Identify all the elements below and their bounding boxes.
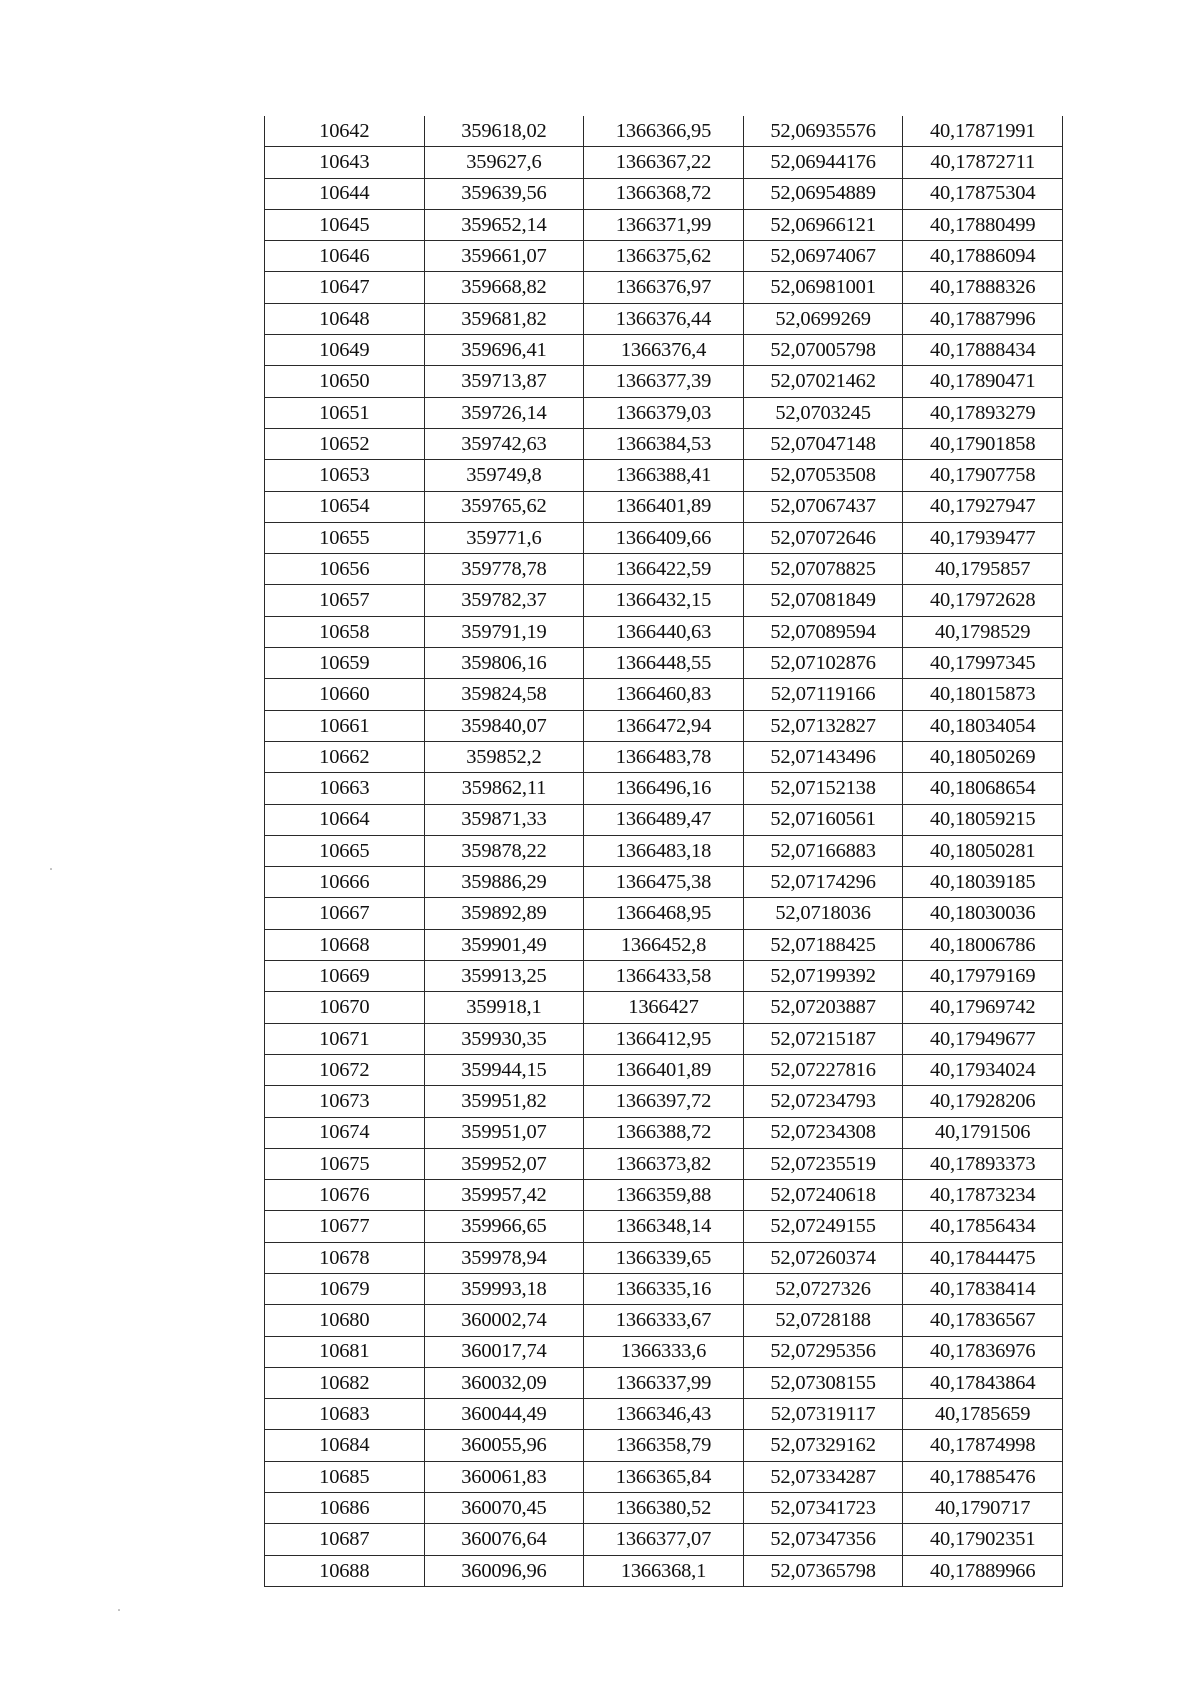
point-number-cell: 10685 [265,1461,425,1492]
point-number-cell: 10655 [265,522,425,553]
y-coordinate-cell: 1366380,52 [584,1493,744,1524]
table-row [265,1117,1063,1148]
point-number-cell: 10656 [265,554,425,585]
longitude-cell: 40,18059215 [903,804,1063,835]
longitude-cell: 40,17934024 [903,1054,1063,1085]
coordinates-table [264,116,1063,1587]
point-number-cell: 10666 [265,867,425,898]
point-number-cell: 10665 [265,835,425,866]
table-row [265,679,1063,710]
point-number-cell: 10684 [265,1430,425,1461]
point-number-cell: 10657 [265,585,425,616]
table-row [265,1242,1063,1273]
longitude-cell: 40,17871991 [903,116,1063,147]
table-row [265,1430,1063,1461]
x-coordinate-cell: 360017,74 [424,1336,584,1367]
table-row [265,1555,1063,1586]
point-number-cell: 10647 [265,272,425,303]
longitude-cell: 40,1791506 [903,1117,1063,1148]
x-coordinate-cell: 359918,1 [424,992,584,1023]
point-number-cell: 10679 [265,1273,425,1304]
longitude-cell: 40,1798529 [903,616,1063,647]
y-coordinate-cell: 1366377,07 [584,1524,744,1555]
latitude-cell: 52,06954889 [743,178,903,209]
latitude-cell: 52,0703245 [743,397,903,428]
table-row [265,428,1063,459]
x-coordinate-cell: 359871,33 [424,804,584,835]
y-coordinate-cell: 1366422,59 [584,554,744,585]
point-number-cell: 10654 [265,491,425,522]
x-coordinate-cell: 359957,42 [424,1180,584,1211]
x-coordinate-cell: 359993,18 [424,1273,584,1304]
point-number-cell: 10674 [265,1117,425,1148]
x-coordinate-cell: 360070,45 [424,1493,584,1524]
point-number-cell: 10649 [265,335,425,366]
y-coordinate-cell: 1366384,53 [584,428,744,459]
y-coordinate-cell: 1366427 [584,992,744,1023]
longitude-cell: 40,17844475 [903,1242,1063,1273]
latitude-cell: 52,06974067 [743,241,903,272]
x-coordinate-cell: 359726,14 [424,397,584,428]
table-row [265,804,1063,835]
longitude-cell: 40,17885476 [903,1461,1063,1492]
x-coordinate-cell: 359901,49 [424,929,584,960]
point-number-cell: 10677 [265,1211,425,1242]
point-number-cell: 10681 [265,1336,425,1367]
y-coordinate-cell: 1366489,47 [584,804,744,835]
latitude-cell: 52,06981001 [743,272,903,303]
point-number-cell: 10661 [265,710,425,741]
latitude-cell: 52,07249155 [743,1211,903,1242]
point-number-cell: 10644 [265,178,425,209]
x-coordinate-cell: 359778,78 [424,554,584,585]
longitude-cell: 40,18015873 [903,679,1063,710]
y-coordinate-cell: 1366333,67 [584,1305,744,1336]
latitude-cell: 52,07152138 [743,773,903,804]
x-coordinate-cell: 360096,96 [424,1555,584,1586]
latitude-cell: 52,07240618 [743,1180,903,1211]
latitude-cell: 52,07119166 [743,679,903,710]
point-number-cell: 10664 [265,804,425,835]
y-coordinate-cell: 1366409,66 [584,522,744,553]
latitude-cell: 52,07089594 [743,616,903,647]
point-number-cell: 10643 [265,147,425,178]
point-number-cell: 10675 [265,1148,425,1179]
x-coordinate-cell: 359951,82 [424,1086,584,1117]
x-coordinate-cell: 360002,74 [424,1305,584,1336]
x-coordinate-cell: 360032,09 [424,1367,584,1398]
table-row [265,741,1063,772]
y-coordinate-cell: 1366335,16 [584,1273,744,1304]
latitude-cell: 52,06966121 [743,209,903,240]
table-row [265,1399,1063,1430]
y-coordinate-cell: 1366346,43 [584,1399,744,1430]
point-number-cell: 10659 [265,648,425,679]
table-row [265,1461,1063,1492]
y-coordinate-cell: 1366379,03 [584,397,744,428]
point-number-cell: 10687 [265,1524,425,1555]
x-coordinate-cell: 359862,11 [424,773,584,804]
x-coordinate-cell: 359944,15 [424,1054,584,1085]
longitude-cell: 40,17890471 [903,366,1063,397]
y-coordinate-cell: 1366376,97 [584,272,744,303]
table-row [265,1054,1063,1085]
y-coordinate-cell: 1366368,1 [584,1555,744,1586]
latitude-cell: 52,07102876 [743,648,903,679]
y-coordinate-cell: 1366358,79 [584,1430,744,1461]
longitude-cell: 40,18050269 [903,741,1063,772]
longitude-cell: 40,18039185 [903,867,1063,898]
point-number-cell: 10683 [265,1399,425,1430]
table-row [265,710,1063,741]
latitude-cell: 52,07234793 [743,1086,903,1117]
table-row [265,992,1063,1023]
x-coordinate-cell: 359978,94 [424,1242,584,1273]
table-row [265,1180,1063,1211]
x-coordinate-cell: 359771,6 [424,522,584,553]
point-number-cell: 10667 [265,898,425,929]
longitude-cell: 40,17939477 [903,522,1063,553]
latitude-cell: 52,06944176 [743,147,903,178]
latitude-cell: 52,07053508 [743,460,903,491]
y-coordinate-cell: 1366388,41 [584,460,744,491]
x-coordinate-cell: 359806,16 [424,648,584,679]
x-coordinate-cell: 359639,56 [424,178,584,209]
y-coordinate-cell: 1366412,95 [584,1023,744,1054]
latitude-cell: 52,0728188 [743,1305,903,1336]
point-number-cell: 10646 [265,241,425,272]
y-coordinate-cell: 1366472,94 [584,710,744,741]
longitude-cell: 40,17997345 [903,648,1063,679]
latitude-cell: 52,07132827 [743,710,903,741]
x-coordinate-cell: 359742,63 [424,428,584,459]
table-row [265,1336,1063,1367]
table-row [265,178,1063,209]
point-number-cell: 10688 [265,1555,425,1586]
latitude-cell: 52,07215187 [743,1023,903,1054]
x-coordinate-cell: 359661,07 [424,241,584,272]
point-number-cell: 10678 [265,1242,425,1273]
latitude-cell: 52,0699269 [743,303,903,334]
latitude-cell: 52,07365798 [743,1555,903,1586]
latitude-cell: 52,07235519 [743,1148,903,1179]
x-coordinate-cell: 359782,37 [424,585,584,616]
latitude-cell: 52,07143496 [743,741,903,772]
x-coordinate-cell: 359765,62 [424,491,584,522]
longitude-cell: 40,17928206 [903,1086,1063,1117]
table-row [265,835,1063,866]
x-coordinate-cell: 359892,89 [424,898,584,929]
longitude-cell: 40,17889966 [903,1555,1063,1586]
table-row [265,1367,1063,1398]
y-coordinate-cell: 1366377,39 [584,366,744,397]
y-coordinate-cell: 1366475,38 [584,867,744,898]
x-coordinate-cell: 359652,14 [424,209,584,240]
table-row [265,241,1063,272]
longitude-cell: 40,17843864 [903,1367,1063,1398]
y-coordinate-cell: 1366452,8 [584,929,744,960]
y-coordinate-cell: 1366432,15 [584,585,744,616]
table-row [265,1493,1063,1524]
table-row [265,209,1063,240]
table-row [265,491,1063,522]
table-row [265,522,1063,553]
table-row [265,460,1063,491]
longitude-cell: 40,17886094 [903,241,1063,272]
y-coordinate-cell: 1366388,72 [584,1117,744,1148]
longitude-cell: 40,17875304 [903,178,1063,209]
x-coordinate-cell: 359713,87 [424,366,584,397]
y-coordinate-cell: 1366333,6 [584,1336,744,1367]
y-coordinate-cell: 1366468,95 [584,898,744,929]
y-coordinate-cell: 1366366,95 [584,116,744,147]
table-row [265,773,1063,804]
point-number-cell: 10663 [265,773,425,804]
x-coordinate-cell: 359824,58 [424,679,584,710]
latitude-cell: 52,0718036 [743,898,903,929]
longitude-cell: 40,17872711 [903,147,1063,178]
table-row [265,648,1063,679]
y-coordinate-cell: 1366401,89 [584,1054,744,1085]
table-row [265,116,1063,147]
x-coordinate-cell: 359951,07 [424,1117,584,1148]
x-coordinate-cell: 359952,07 [424,1148,584,1179]
latitude-cell: 52,07188425 [743,929,903,960]
x-coordinate-cell: 359913,25 [424,961,584,992]
longitude-cell: 40,17888326 [903,272,1063,303]
y-coordinate-cell: 1366376,4 [584,335,744,366]
latitude-cell: 52,07319117 [743,1399,903,1430]
longitude-cell: 40,17888434 [903,335,1063,366]
longitude-cell: 40,17874998 [903,1430,1063,1461]
y-coordinate-cell: 1366483,18 [584,835,744,866]
longitude-cell: 40,18006786 [903,929,1063,960]
point-number-cell: 10650 [265,366,425,397]
point-number-cell: 10652 [265,428,425,459]
latitude-cell: 52,07005798 [743,335,903,366]
longitude-cell: 40,17836976 [903,1336,1063,1367]
y-coordinate-cell: 1366339,65 [584,1242,744,1273]
table-row [265,366,1063,397]
point-number-cell: 10645 [265,209,425,240]
latitude-cell: 52,07199392 [743,961,903,992]
x-coordinate-cell: 359696,41 [424,335,584,366]
x-coordinate-cell: 360076,64 [424,1524,584,1555]
table-row [265,929,1063,960]
point-number-cell: 10686 [265,1493,425,1524]
point-number-cell: 10672 [265,1054,425,1085]
latitude-cell: 52,06935576 [743,116,903,147]
latitude-cell: 52,07166883 [743,835,903,866]
table-row [265,397,1063,428]
x-coordinate-cell: 359966,65 [424,1211,584,1242]
table-row [265,335,1063,366]
latitude-cell: 52,07067437 [743,491,903,522]
longitude-cell: 40,1790717 [903,1493,1063,1524]
longitude-cell: 40,17907758 [903,460,1063,491]
latitude-cell: 52,0727326 [743,1273,903,1304]
table-row [265,303,1063,334]
y-coordinate-cell: 1366365,84 [584,1461,744,1492]
table-row [265,867,1063,898]
longitude-cell: 40,1795857 [903,554,1063,585]
latitude-cell: 52,07260374 [743,1242,903,1273]
longitude-cell: 40,18030036 [903,898,1063,929]
x-coordinate-cell: 359627,6 [424,147,584,178]
longitude-cell: 40,17927947 [903,491,1063,522]
longitude-cell: 40,17880499 [903,209,1063,240]
y-coordinate-cell: 1366448,55 [584,648,744,679]
longitude-cell: 40,17836567 [903,1305,1063,1336]
latitude-cell: 52,07334287 [743,1461,903,1492]
table-row [265,147,1063,178]
longitude-cell: 40,17887996 [903,303,1063,334]
point-number-cell: 10653 [265,460,425,491]
latitude-cell: 52,07329162 [743,1430,903,1461]
latitude-cell: 52,07308155 [743,1367,903,1398]
table-row [265,961,1063,992]
y-coordinate-cell: 1366440,63 [584,616,744,647]
x-coordinate-cell: 359930,35 [424,1023,584,1054]
x-coordinate-cell: 359886,29 [424,867,584,898]
point-number-cell: 10680 [265,1305,425,1336]
scan-speck [50,868,52,870]
table-row [265,616,1063,647]
y-coordinate-cell: 1366397,72 [584,1086,744,1117]
y-coordinate-cell: 1366348,14 [584,1211,744,1242]
y-coordinate-cell: 1366375,62 [584,241,744,272]
y-coordinate-cell: 1366483,78 [584,741,744,772]
y-coordinate-cell: 1366376,44 [584,303,744,334]
x-coordinate-cell: 359749,8 [424,460,584,491]
latitude-cell: 52,07341723 [743,1493,903,1524]
x-coordinate-cell: 359878,22 [424,835,584,866]
latitude-cell: 52,07295356 [743,1336,903,1367]
longitude-cell: 40,17838414 [903,1273,1063,1304]
y-coordinate-cell: 1366371,99 [584,209,744,240]
x-coordinate-cell: 359840,07 [424,710,584,741]
table-row [265,1524,1063,1555]
longitude-cell: 40,17893279 [903,397,1063,428]
x-coordinate-cell: 359852,2 [424,741,584,772]
point-number-cell: 10673 [265,1086,425,1117]
longitude-cell: 40,17893373 [903,1148,1063,1179]
y-coordinate-cell: 1366460,83 [584,679,744,710]
y-coordinate-cell: 1366373,82 [584,1148,744,1179]
table-row [265,1086,1063,1117]
table-row [265,1148,1063,1179]
y-coordinate-cell: 1366367,22 [584,147,744,178]
latitude-cell: 52,07203887 [743,992,903,1023]
x-coordinate-cell: 359681,82 [424,303,584,334]
point-number-cell: 10658 [265,616,425,647]
point-number-cell: 10648 [265,303,425,334]
point-number-cell: 10671 [265,1023,425,1054]
y-coordinate-cell: 1366359,88 [584,1180,744,1211]
x-coordinate-cell: 359618,02 [424,116,584,147]
table-row [265,1211,1063,1242]
table-row [265,585,1063,616]
longitude-cell: 40,17979169 [903,961,1063,992]
table-row [265,1273,1063,1304]
longitude-cell: 40,1785659 [903,1399,1063,1430]
longitude-cell: 40,17902351 [903,1524,1063,1555]
point-number-cell: 10670 [265,992,425,1023]
longitude-cell: 40,17873234 [903,1180,1063,1211]
x-coordinate-cell: 360055,96 [424,1430,584,1461]
longitude-cell: 40,17901858 [903,428,1063,459]
longitude-cell: 40,17969742 [903,992,1063,1023]
x-coordinate-cell: 360061,83 [424,1461,584,1492]
latitude-cell: 52,07081849 [743,585,903,616]
y-coordinate-cell: 1366368,72 [584,178,744,209]
longitude-cell: 40,17856434 [903,1211,1063,1242]
latitude-cell: 52,07072646 [743,522,903,553]
longitude-cell: 40,18050281 [903,835,1063,866]
point-number-cell: 10660 [265,679,425,710]
longitude-cell: 40,18068654 [903,773,1063,804]
latitude-cell: 52,07174296 [743,867,903,898]
x-coordinate-cell: 360044,49 [424,1399,584,1430]
point-number-cell: 10668 [265,929,425,960]
latitude-cell: 52,07078825 [743,554,903,585]
point-number-cell: 10669 [265,961,425,992]
latitude-cell: 52,07047148 [743,428,903,459]
longitude-cell: 40,17949677 [903,1023,1063,1054]
y-coordinate-cell: 1366433,58 [584,961,744,992]
table-row [265,272,1063,303]
y-coordinate-cell: 1366496,16 [584,773,744,804]
table-row [265,554,1063,585]
point-number-cell: 10676 [265,1180,425,1211]
point-number-cell: 10651 [265,397,425,428]
longitude-cell: 40,18034054 [903,710,1063,741]
latitude-cell: 52,07021462 [743,366,903,397]
x-coordinate-cell: 359668,82 [424,272,584,303]
x-coordinate-cell: 359791,19 [424,616,584,647]
latitude-cell: 52,07347356 [743,1524,903,1555]
point-number-cell: 10662 [265,741,425,772]
scan-speck [118,1609,120,1611]
table-row [265,1023,1063,1054]
point-number-cell: 10682 [265,1367,425,1398]
latitude-cell: 52,07160561 [743,804,903,835]
table-row [265,1305,1063,1336]
coordinates-table-body [265,116,1063,1586]
table-row [265,898,1063,929]
y-coordinate-cell: 1366337,99 [584,1367,744,1398]
longitude-cell: 40,17972628 [903,585,1063,616]
latitude-cell: 52,07227816 [743,1054,903,1085]
point-number-cell: 10642 [265,116,425,147]
y-coordinate-cell: 1366401,89 [584,491,744,522]
latitude-cell: 52,07234308 [743,1117,903,1148]
